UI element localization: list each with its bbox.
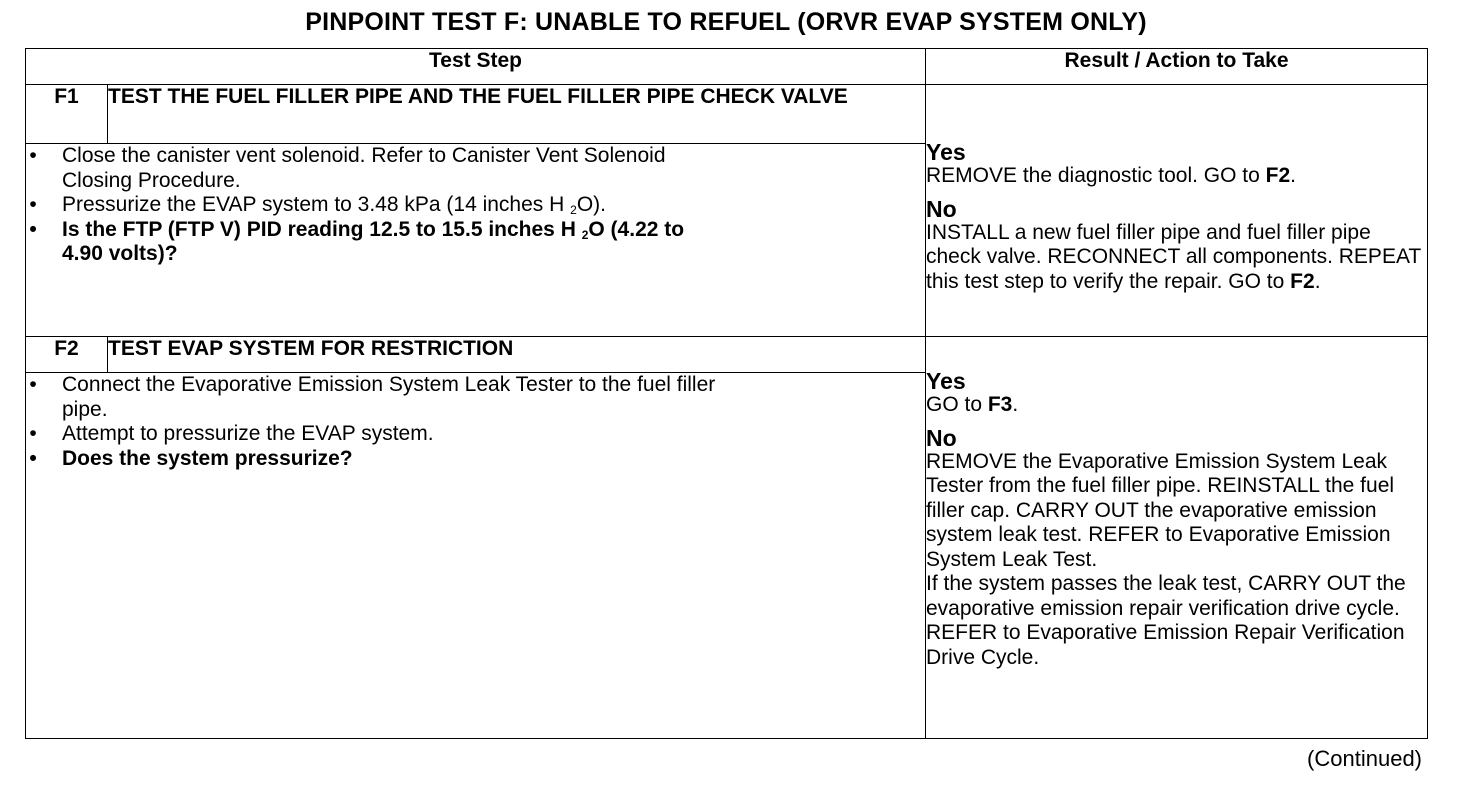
yes-ref-f1: F2 [1265, 164, 1291, 187]
yes-action-f2: GO to F3. [926, 393, 1019, 416]
result-cell-f2 [926, 337, 1428, 739]
step-id-f2: F2 [26, 337, 108, 373]
bullet-icon: • [29, 217, 37, 241]
column-header-test-step: Test Step [26, 49, 926, 85]
bullet-icon: • [29, 373, 37, 396]
bullet-icon: • [29, 193, 37, 216]
bullet-item: • Connect the Evaporative Emission System Leak Tester to the fuel filler pipe. [26, 373, 766, 422]
continued-note: (Continued) [1307, 746, 1422, 771]
no-label-f1: No [926, 195, 957, 222]
no-action-f2: REMOVE the Evaporative Emission System Leak Tester from the fuel filler pipe. REINSTALL the fuel filler cap. CARRY OUT the evaporative emission system leak test. REFER to Evaporative Emission System Leak Test. [926, 449, 1395, 571]
step-f2-heading-row [26, 337, 1428, 373]
step-heading-f2: TEST EVAP SYSTEM FOR RESTRICTION [108, 337, 926, 373]
table-header-row [26, 49, 1428, 85]
no-ref-f1: F2 [1290, 269, 1315, 293]
bullet-icon: • [29, 144, 37, 167]
result-cell-f1 [926, 85, 1428, 337]
bullet-item: • Attempt to pressurize the EVAP system. [26, 422, 766, 447]
bullet-item: • Close the canister vent solenoid. Refer to Canister Vent Solenoid Closing Procedure. [26, 144, 726, 193]
bullet-item: • Does the system pressurize? [26, 447, 766, 472]
step-f1-heading-row [26, 85, 1428, 144]
no-action-f2-continued: If the system passes the leak test, CARRY OUT the evaporative emission repair verification drive cycle. REFER to Evaporative Emission Repair Verification Drive Cycle. [926, 572, 1406, 669]
page-title: PINPOINT TEST F: UNABLE TO REFUEL (ORVR EVAP SYSTEM ONLY) [305, 8, 1147, 36]
step-heading-f1: TEST THE FUEL FILLER PIPE AND THE FUEL FILLER PIPE CHECK VALVE [108, 85, 926, 144]
column-header-result: Result / Action to Take [926, 49, 1428, 85]
step-body-f1 [26, 144, 926, 337]
yes-action-f1: REMOVE the diagnostic tool. GO to F2. [926, 164, 1297, 187]
no-action-f1: INSTALL a new fuel filler pipe and fuel filler pipe check valve. RECONNECT all components. REPEAT this test step to verify the repair. GO to F2. [926, 220, 1421, 293]
bullet-icon: • [29, 446, 37, 470]
bullet-item: • Pressurize the EVAP system to 3.48 kPa (14 inches H $_2$O). [26, 193, 726, 218]
bullet-icon: • [29, 422, 37, 445]
bullet-item: • Is the FTP (FTP V) PID reading 12.5 to 15.5 inches H $_2$O (4.22 to 4.90 volts)? [26, 218, 726, 267]
step-body-f2 [26, 373, 926, 739]
step-id-f1: F1 [26, 85, 108, 144]
yes-label-f2: Yes [926, 368, 966, 394]
no-label-f2: No [926, 424, 957, 451]
pinpoint-test-table [25, 48, 1428, 739]
yes-ref-f2: F3 [987, 393, 1013, 416]
yes-label-f1: Yes [926, 139, 966, 165]
